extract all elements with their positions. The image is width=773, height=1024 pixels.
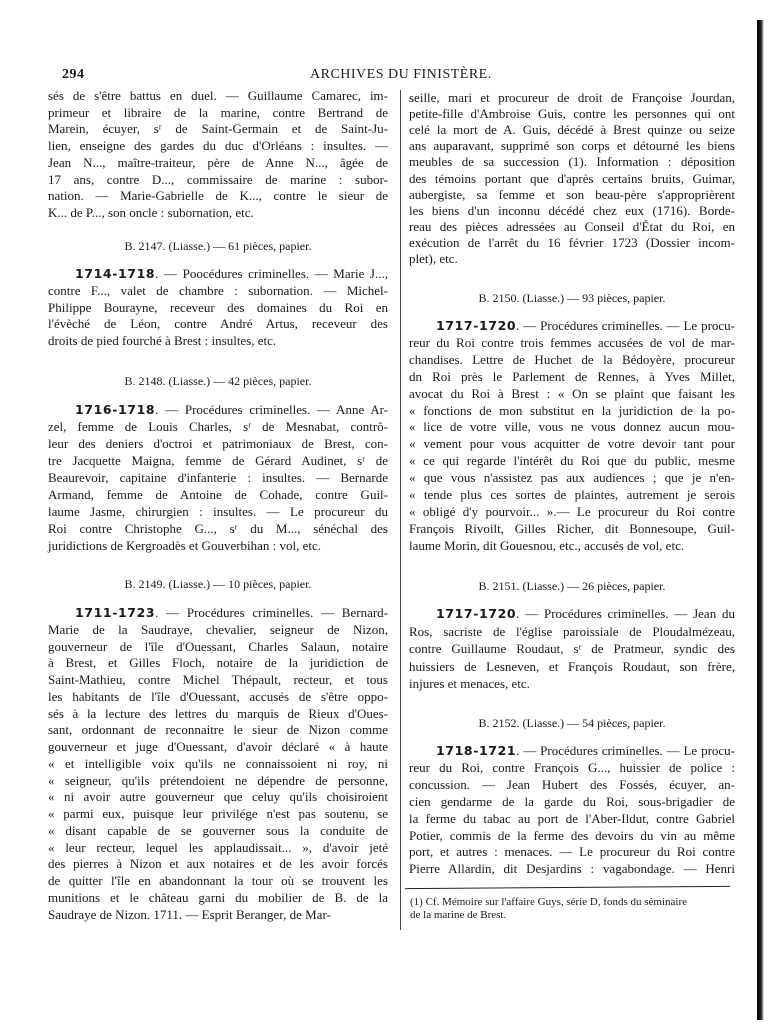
- entry-date: 1717-1720: [436, 606, 517, 621]
- text-line: Potier, commis de la ferme des devoirs du vin au même: [409, 827, 735, 843]
- text-line: « ni avoir autre gouverneur que celuy qu'ils choisiroient: [48, 789, 388, 805]
- text-line: 1717-1720. — Procédures criminelles. — Jean du: [436, 606, 735, 621]
- text-line: avocat du Roi à Brest : « On se plaint que faisant les: [409, 385, 735, 401]
- text-line: sant, ordonnant de reconnaitre le sieur de Nizon comme: [48, 722, 388, 738]
- text-line: droits de pied fourché à Brest : insultes, etc.: [48, 333, 277, 349]
- entry-date: 1717-1720: [436, 318, 517, 333]
- text-line: aubergiste, sa femme et son beau-père s'approprièrent: [409, 186, 735, 202]
- text-line: 1714-1718. — Poocédures criminelles. — Marie J...,: [75, 266, 388, 281]
- text-line: reau des pièces adressées au Conseil d'État du Roi, en: [409, 218, 735, 234]
- text-line: 17 ans, contre D..., commissaire de marine : subor-: [48, 171, 388, 187]
- text-line: gouverneur et juge d'Ouessant, d'avoir déclaré « à haute: [48, 739, 388, 754]
- text-line: ans auparavant, supprimé son corps et détourné les biens: [409, 138, 735, 154]
- text-line: lien, enseigne des gardes du duc d'Orléans : insultes. —: [48, 138, 388, 154]
- text-line: huissiers de Lesneven, et François Roudaut, son frère,: [409, 658, 735, 674]
- text-line: plet), etc.: [409, 251, 458, 266]
- text-line: « obligé d'y pourvoir... ».— Le procureur du Roi contre: [409, 503, 735, 519]
- text-line: Pierre Allardin, dit Desjardins : vagabondage. — Henri: [409, 861, 735, 877]
- text-line: à Brest, et Gilles Floch, notaire de la juridiction de: [48, 655, 388, 671]
- entry-date: 1711-1723: [75, 605, 156, 620]
- text-line: chandises. Lettre de Huchet de la Bédoyère, procureur: [409, 351, 735, 367]
- entry-date: 1714-1718: [75, 266, 156, 281]
- running-title: ARCHIVES DU FINISTÈRE.: [310, 67, 492, 82]
- text-line: concussion. — Jean Hubert des Fossés, écuyer, an-: [409, 776, 735, 792]
- text-line: François Rivoilt, Gilles Richer, dit Bonnesoupe, Guil-: [409, 520, 735, 536]
- text-line: Jean N..., maître-traiteur, père de Anne N..., âgée de: [48, 154, 388, 170]
- column-divider: [400, 90, 401, 930]
- text-line: leur des deniers d'octroi et patrimoniaux de Brest, con-: [48, 436, 388, 451]
- text-line: petite-fille d'Ambroise Guis, contre les personnes qui ont: [409, 106, 735, 122]
- text-line: les biens d'un inconnu décédé chez eux (1716). Borde-: [409, 202, 735, 218]
- text-line: Saudraye de Nizon. 1711. — Esprit Beranger, de Mar-: [48, 906, 331, 922]
- footnote-line: de la marine de Brest.: [410, 909, 507, 921]
- text-line: Saint-Mathieu, contre Michel Thépault, recteur, et tous: [48, 672, 388, 687]
- text-line: Marie de la Saudraye, chevalier, seigneur de Nizon,: [48, 621, 388, 637]
- text-line: reur du Roi, contre François G..., huissier de police :: [409, 759, 735, 775]
- section-heading: B. 2148. (Liasse.) — 42 pièces, papier.: [124, 374, 312, 388]
- text-line: « leur recteur, lequel les applaudissait... », d'avoir jeté: [48, 839, 388, 855]
- text-line: seille, mari et procureur de droit de Françoise Jourdan,: [409, 90, 735, 105]
- section-heading: B. 2147. (Liasse.) — 61 pièces, papier.: [124, 239, 312, 253]
- text-line: des pierres à Nizon et aux notaires et de les avoir forcés: [48, 856, 388, 872]
- text-line: Philippe Bourayne, receveur des domaines du Roi en: [48, 299, 388, 315]
- text-line: tre Jacquette Maigna, femme de Gérard Audinet, sʳ de: [48, 453, 388, 468]
- text-line: dn Roi près le Parlement de Rennes, à Yves Millet,: [409, 368, 735, 384]
- text-line: l'évèché de Léon, contre André Artus, receveur des: [48, 316, 388, 332]
- text-line: « disant capable de se gouverner sous la conduite de: [48, 822, 388, 838]
- text-line: « fonctions de mon substitut en la juridiction de la po-: [409, 402, 735, 418]
- text-line: « ce qui regarde l'intérêt du Roi que du public, mesme: [409, 453, 735, 469]
- text-line: 1717-1720. — Procédures criminelles. — Le procu-: [436, 318, 735, 333]
- left-column: [48, 0, 388, 1024]
- text-line: « vement pour vous acquitter de votre devoir tant pour: [409, 436, 735, 452]
- text-line: juridictions de Kergroadès et Gouverbihan : vol, etc.: [48, 538, 322, 553]
- scan-margin: [765, 0, 773, 1024]
- page-number: 294: [62, 67, 85, 82]
- text-line: port, et autres : menaces. — Le procureur du Roi contre: [409, 844, 735, 860]
- text-line: meubles de sa succession (1). Information : déposition: [409, 154, 735, 170]
- text-line: 1711-1723. — Procédures criminelles. — Bernard-: [75, 605, 388, 620]
- text-line: gouverneur de l'île d'Ouessant, Charles Salaun, notaire: [48, 638, 388, 654]
- entry-date: 1718-1721: [436, 743, 517, 758]
- text-line: de quitter l'île en abandonnant la tour où se trouvent les: [48, 873, 388, 888]
- text-line: « que vous n'assistez pas aux audiences ; que je n'en-: [409, 470, 735, 486]
- text-line: reur du Roi contre trois femmes accusées de vol de mar-: [409, 334, 735, 350]
- entry-date: 1716-1718: [75, 402, 156, 417]
- text-line: « lice de votre ville, vous ne vous donnez aucun mou-: [409, 419, 735, 435]
- text-line: des témoins portant que d'après certains bruits, Guimar,: [409, 170, 735, 186]
- section-heading: B. 2149. (Liasse.) — 10 pièces, papier.: [124, 577, 312, 591]
- text-line: sés de s'être battus en duel. — Guillaume Camarec, im-: [48, 88, 388, 103]
- text-line: « seigneur, qu'ils prétendoient ne dépendre de personne,: [48, 772, 388, 788]
- text-line: la ferme du tabac au port de l'Aber-Ildut, contre Gabriel: [409, 810, 735, 826]
- section-heading: B. 2150. (Liasse.) — 93 pièces, papier.: [478, 291, 666, 305]
- text-line: les habitants de l'île d'Ouessant, accusés de s'être oppo-: [48, 688, 388, 704]
- text-line: 1718-1721. — Procédures criminelles. — Le procu-: [436, 743, 735, 758]
- text-line: contre F..., valet de chambre : subornation. — Michel-: [48, 282, 388, 298]
- text-line: nation. — Marie-Gabrielle de K..., contre le sieur de: [48, 188, 388, 204]
- text-line: exécution de l'arrêt du 16 février 1723 (Dossier incom-: [409, 234, 735, 250]
- text-line: contre Guillaume Roudaut, sʳ de Pratmeur, syndic des: [409, 641, 735, 656]
- text-line: laume Jasme, chirurgien : insultes. — Le procureur du: [48, 504, 388, 519]
- section-heading: B. 2152. (Liasse.) — 54 pièces, papier.: [478, 716, 666, 730]
- text-line: cien gendarme de la garde du Roi, sous-brigadier de: [409, 793, 735, 809]
- text-line: primeur et libraire de la marine, contre Bertrand de: [48, 104, 388, 120]
- text-line: sés à la lecture des lettres du marquis de Rieux d'Oues-: [48, 705, 388, 721]
- footnote-line: (1) Cf. Mémoire sur l'affaire Guys, série D, fonds du séminaire: [410, 896, 688, 908]
- scan-edge: [757, 20, 764, 1020]
- text-line: munitions et le château garni du mobilier de B. de la: [48, 889, 388, 905]
- text-line: laume Morin, dit Gouesnou, etc., accusés de vol, etc.: [409, 537, 685, 553]
- text-line: Beaurevoir, capitaine d'infanterie : insultes. — Bernarde: [48, 470, 388, 485]
- right-column: [409, 0, 735, 1024]
- text-line: « tende plus ces sortes de plaintes, autrement je serois: [409, 487, 735, 502]
- text-line: Roi contre Christophe G..., sʳ du M..., sénéchal des: [48, 521, 388, 536]
- text-line: « et intelligible voix qu'ils ne connaissoient ni roy, ni: [48, 755, 388, 771]
- text-line: 1716-1718. — Procédures criminelles. — Anne Ar-: [75, 402, 388, 417]
- text-line: celé la mort de A. Guis, décédé à Brest quinze ou seize: [409, 122, 735, 138]
- text-line: Marein, écuyer, sʳ de Saint-Germain et de Saint-Ju-: [48, 121, 388, 137]
- text-line: « parmi eux, puisque leur privilége n'est pas soutenu, se: [48, 806, 388, 821]
- text-line: injures et menaces, etc.: [409, 676, 530, 691]
- text-line: K... de P..., son oncle : subornation, etc.: [48, 204, 254, 220]
- text-line: Ros, sacriste de l'église paroissiale de Ploudalmézeau,: [409, 623, 735, 639]
- text-line: zel, femme de Louis Charles, sʳ de Mesnabat, contrô-: [48, 419, 388, 434]
- text-line: Armand, femme de Antoine de Cohade, contre Guil-: [48, 487, 388, 502]
- section-heading: B. 2151. (Liasse.) — 26 pièces, papier.: [478, 579, 666, 593]
